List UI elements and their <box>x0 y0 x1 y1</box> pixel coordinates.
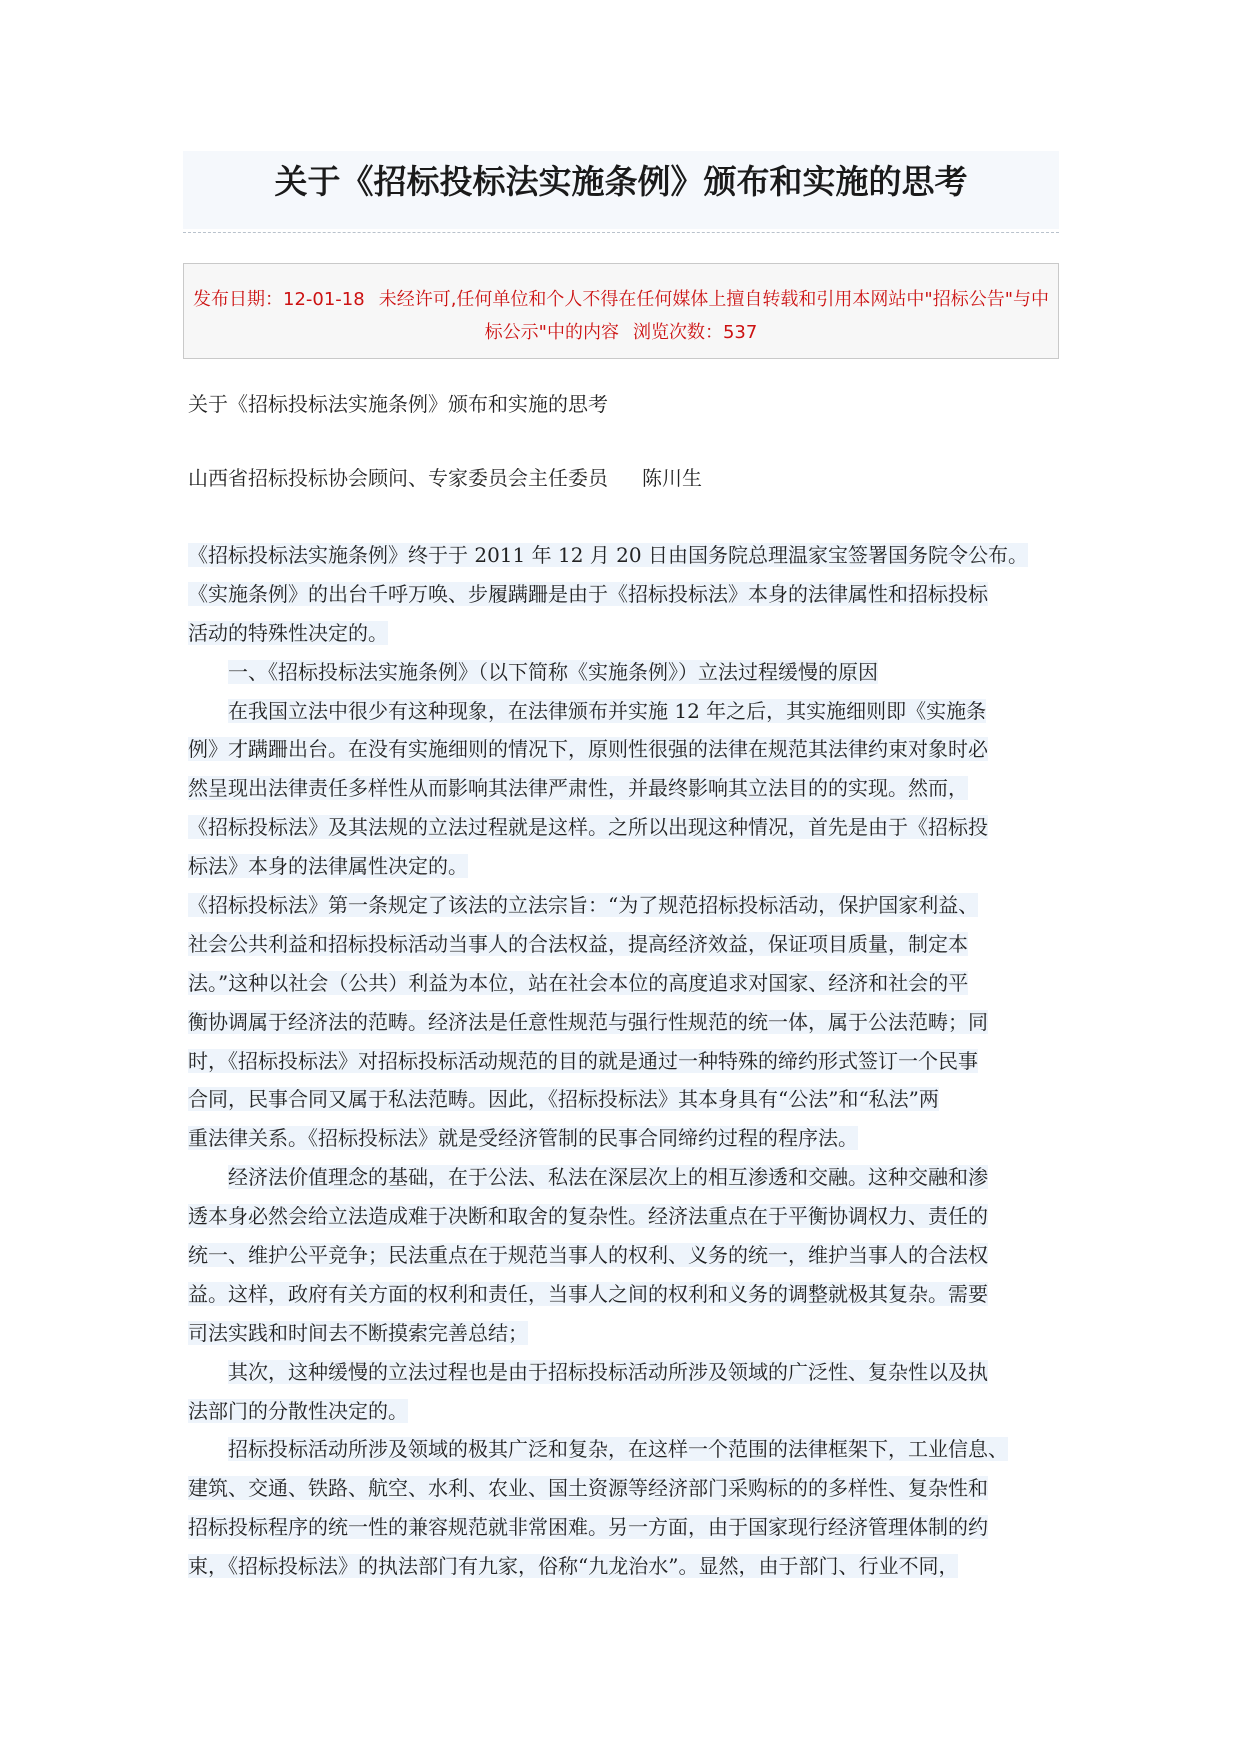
meta-line-1 <box>184 287 1058 313</box>
paragraph-line: 建筑、交通、铁路、航空、水利、农业、国土资源等经济部门采购标的的多样性、复杂性和 <box>188 1476 988 1501</box>
copyright-notice-cont: 标公示"中的内容 <box>484 322 619 343</box>
paragraph-line: 《招标投标法实施条例》终于于 2011 年 12 月 20 日由国务院总理温家宝签署国务院令公布。 <box>188 543 1028 567</box>
page-title: 关于《招标投标法实施条例》颁布和实施的思考 <box>274 162 968 201</box>
paragraph-line: 《招标投标法》第一条规定了该法的立法宗旨：“为了规范招标投标活动，保护国家利益、 <box>188 893 979 918</box>
paragraph-line: 衡协调属于经济法的范畴。经济法是任意性规范与强行性规范的统一体，属于公法范畴；同 <box>188 1009 988 1034</box>
paragraph-line: 统一、维护公平竞争；民法重点在于规范当事人的权利、义务的统一，维护当事人的合法权 <box>188 1243 988 1268</box>
article-body <box>188 536 1068 1586</box>
paragraph-line: 标法》本身的法律属性决定的。 <box>188 854 468 879</box>
paragraph-line: 招标投标活动所涉及领域的极其广泛和复杂，在这样一个范围的法律框架下，工业信息、 <box>228 1437 1008 1462</box>
publish-date: 12-01-18 <box>283 289 365 310</box>
paragraph-line: 然呈现出法律责任多样性从而影响其法律严肃性，并最终影响其立法目的的实现。然而， <box>188 776 968 801</box>
paragraph-line: 经济法价值理念的基础，在于公法、私法在深层次上的相互渗透和交融。这种交融和渗 <box>228 1165 988 1190</box>
paragraph-line: 司法实践和时间去不断摸索完善总结； <box>188 1320 528 1345</box>
meta-line-2 <box>184 320 1058 346</box>
view-count-label: 浏览次数： <box>632 322 723 343</box>
section-heading: 一、《招标投标法实施条例》（以下简称《实施条例》）立法过程缓慢的原因 <box>228 659 878 684</box>
author-name: 陈川生 <box>642 466 702 490</box>
paragraph-line: 社会公共利益和招标投标活动当事人的合法权益，提高经济效益，保证项目质量，制定本 <box>188 931 968 956</box>
paragraph-line: 益。这样，政府有关方面的权利和责任，当事人之间的权利和义务的调整就极其复杂。需要 <box>188 1281 988 1306</box>
author-title: 山西省招标投标协会顾问、专家委员会主任委员 <box>188 466 608 490</box>
paragraph-line: 合同，民事合同又属于私法范畴。因此，《招标投标法》其本身具有“公法”和“私法”两 <box>188 1087 939 1112</box>
view-count: 537 <box>722 322 758 343</box>
publish-date-label: 发布日期： <box>193 289 283 310</box>
paragraph-line: 活动的特殊性决定的。 <box>188 620 388 645</box>
paragraph-line: 透本身必然会给立法造成难于决断和取舍的复杂性。经济法重点在于平衡协调权力、责任的 <box>188 1204 988 1229</box>
copyright-notice: 未经许可,任何单位和个人不得在任何媒体上擅自转载和引用本网站中"招标公告"与中 <box>378 289 1049 310</box>
paragraph-line: 重法律关系。《招标投标法》就是受经济管制的民事合同缔约过程的程序法。 <box>188 1126 858 1151</box>
author-line <box>188 464 702 492</box>
paragraph-line: 《实施条例》的出台千呼万唤、步履蹒跚是由于《招标投标法》本身的法律属性和招标投标 <box>188 581 988 606</box>
paragraph-line: 法。”这种以社会（公共）利益为本位，站在社会本位的高度追求对国家、经济和社会的平 <box>188 970 969 995</box>
paragraph-line: 束，《招标投标法》的执法部门有九家，俗称“九龙治水”。显然，由于部门、行业不同， <box>188 1554 959 1579</box>
paragraph-line: 时，《招标投标法》对招标投标活动规范的目的就是通过一种特殊的缔约形式签订一个民事 <box>188 1048 978 1073</box>
paragraph-line: 法部门的分散性决定的。 <box>188 1398 408 1423</box>
paragraph-line: 在我国立法中很少有这种现象，在法律颁布并实施 12 年之后，其实施细则即《实施条 <box>228 698 987 723</box>
article-meta-box <box>183 263 1059 359</box>
paragraph-line: 其次，这种缓慢的立法过程也是由于招标投标活动所涉及领域的广泛性、复杂性以及执 <box>228 1359 988 1384</box>
article-subtitle: 关于《招标投标法实施条例》颁布和实施的思考 <box>188 392 608 416</box>
paragraph-line: 招标投标程序的统一性的兼容规范就非常困难。另一方面，由于国家现行经济管理体制的约 <box>188 1515 988 1540</box>
paragraph-line: 例》才蹒跚出台。在没有实施细则的情况下，原则性很强的法律在规范其法律约束对象时必 <box>188 737 988 762</box>
title-divider <box>183 232 1059 233</box>
paragraph-line: 《招标投标法》及其法规的立法过程就是这样。之所以出现这种情况，首先是由于《招标投 <box>188 815 988 840</box>
